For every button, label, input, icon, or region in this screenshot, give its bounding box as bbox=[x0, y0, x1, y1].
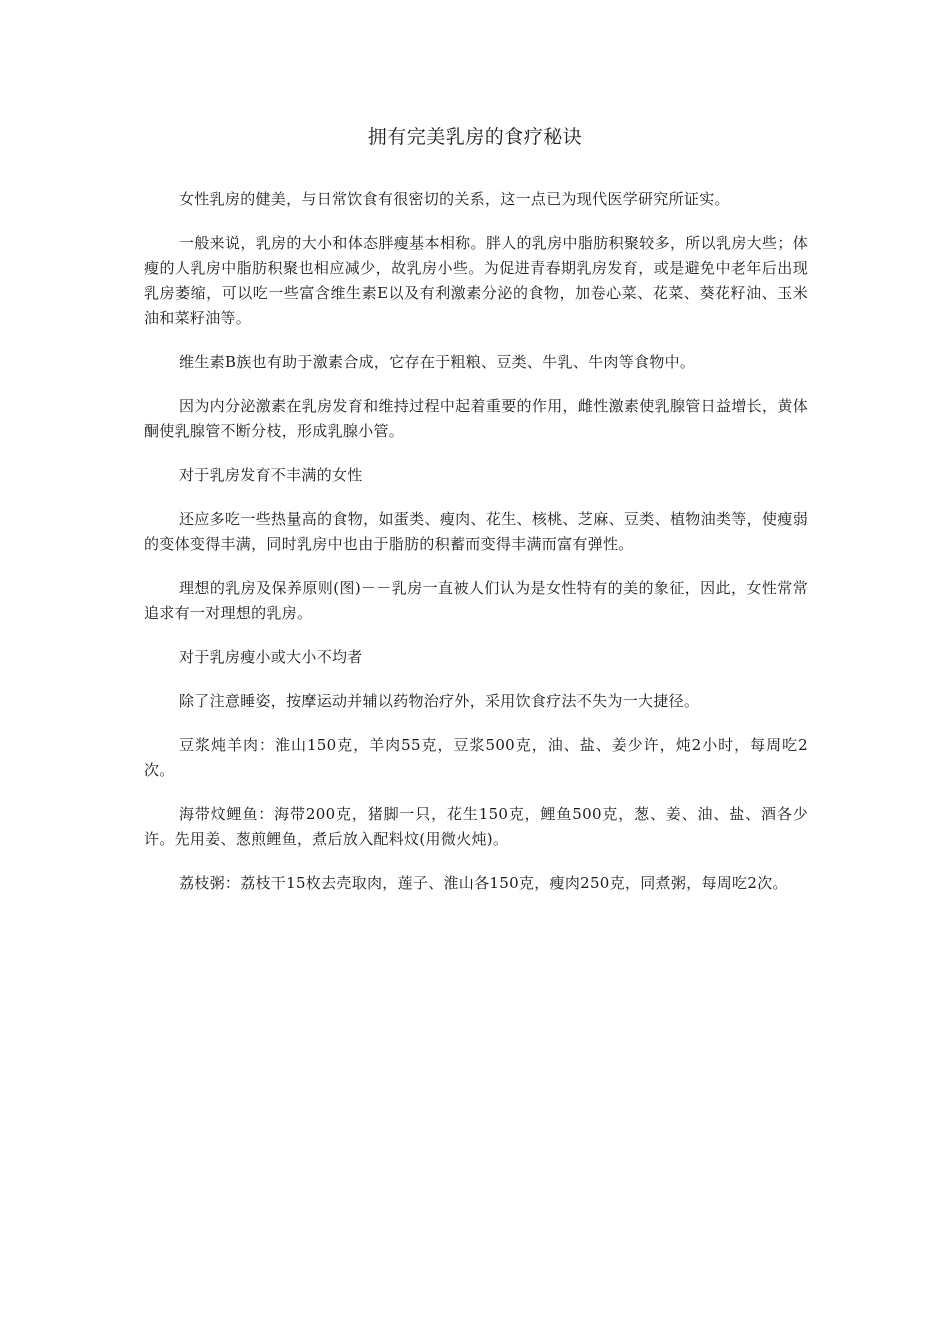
paragraph: 因为内分泌激素在乳房发育和维持过程中起着重要的作用，雌性激素使乳腺管日益增长，黄体酮使乳腺管不断分枝，形成乳腺小管。 bbox=[144, 397, 808, 440]
paragraph: 除了注意睡姿，按摩运动并辅以药物治疗外，采用饮食疗法不失为一大捷径。 bbox=[179, 692, 700, 710]
document-body bbox=[144, 187, 808, 915]
paragraph: 一般来说，乳房的大小和体态胖瘦基本相称。胖人的乳房中脂肪积聚较多，所以乳房大些；体瘦的人乳房中脂肪积聚也相应减少，故乳房小些。为促进青春期乳房发育，或是避免中老年后出现乳房萎缩，可以吃一些富含维生素E以及有利激素分泌的食物，加卷心菜、花菜、葵花籽油、玉米油和菜籽油等。 bbox=[144, 234, 808, 327]
paragraph: 维生素B族也有助于激素合成，它存在于粗粮、豆类、牛乳、牛肉等食物中。 bbox=[179, 353, 696, 371]
paragraph: 女性乳房的健美，与日常饮食有很密切的关系，这一点已为现代医学研究所证实。 bbox=[179, 190, 730, 208]
section-heading: 对于乳房发育不丰满的女性 bbox=[179, 466, 363, 484]
section-heading: 对于乳房瘦小或大小不均者 bbox=[179, 648, 363, 666]
recipe-paragraph: 豆浆炖羊肉：淮山150克，羊肉55克，豆浆500克，油、盐、姜少许，炖2小时，每周吃2次。 bbox=[144, 736, 808, 779]
document-title: 拥有完美乳房的食疗秘诀 bbox=[367, 126, 583, 148]
recipe-paragraph: 海带炆鲤鱼：海带200克，猪脚一只，花生150克，鲤鱼500克，葱、姜、油、盐、酒各少许。先用姜、葱煎鲤鱼，煮后放入配料炆(用微火炖)。 bbox=[144, 805, 808, 848]
recipe-paragraph: 荔枝粥：荔枝干15枚去壳取肉，莲子、淮山各150克，瘦肉250克，同煮粥，每周吃2次。 bbox=[179, 874, 788, 892]
paragraph: 还应多吃一些热量高的食物，如蛋类、瘦肉、花生、核桃、芝麻、豆类、植物油类等，使瘦弱的变体变得丰满，同时乳房中也由于脂肪的积蓄而变得丰满而富有弹性。 bbox=[144, 510, 808, 553]
paragraph: 理想的乳房及保养原则(图)－－乳房一直被人们认为是女性特有的美的象征，因此，女性常常追求有一对理想的乳房。 bbox=[144, 579, 808, 622]
